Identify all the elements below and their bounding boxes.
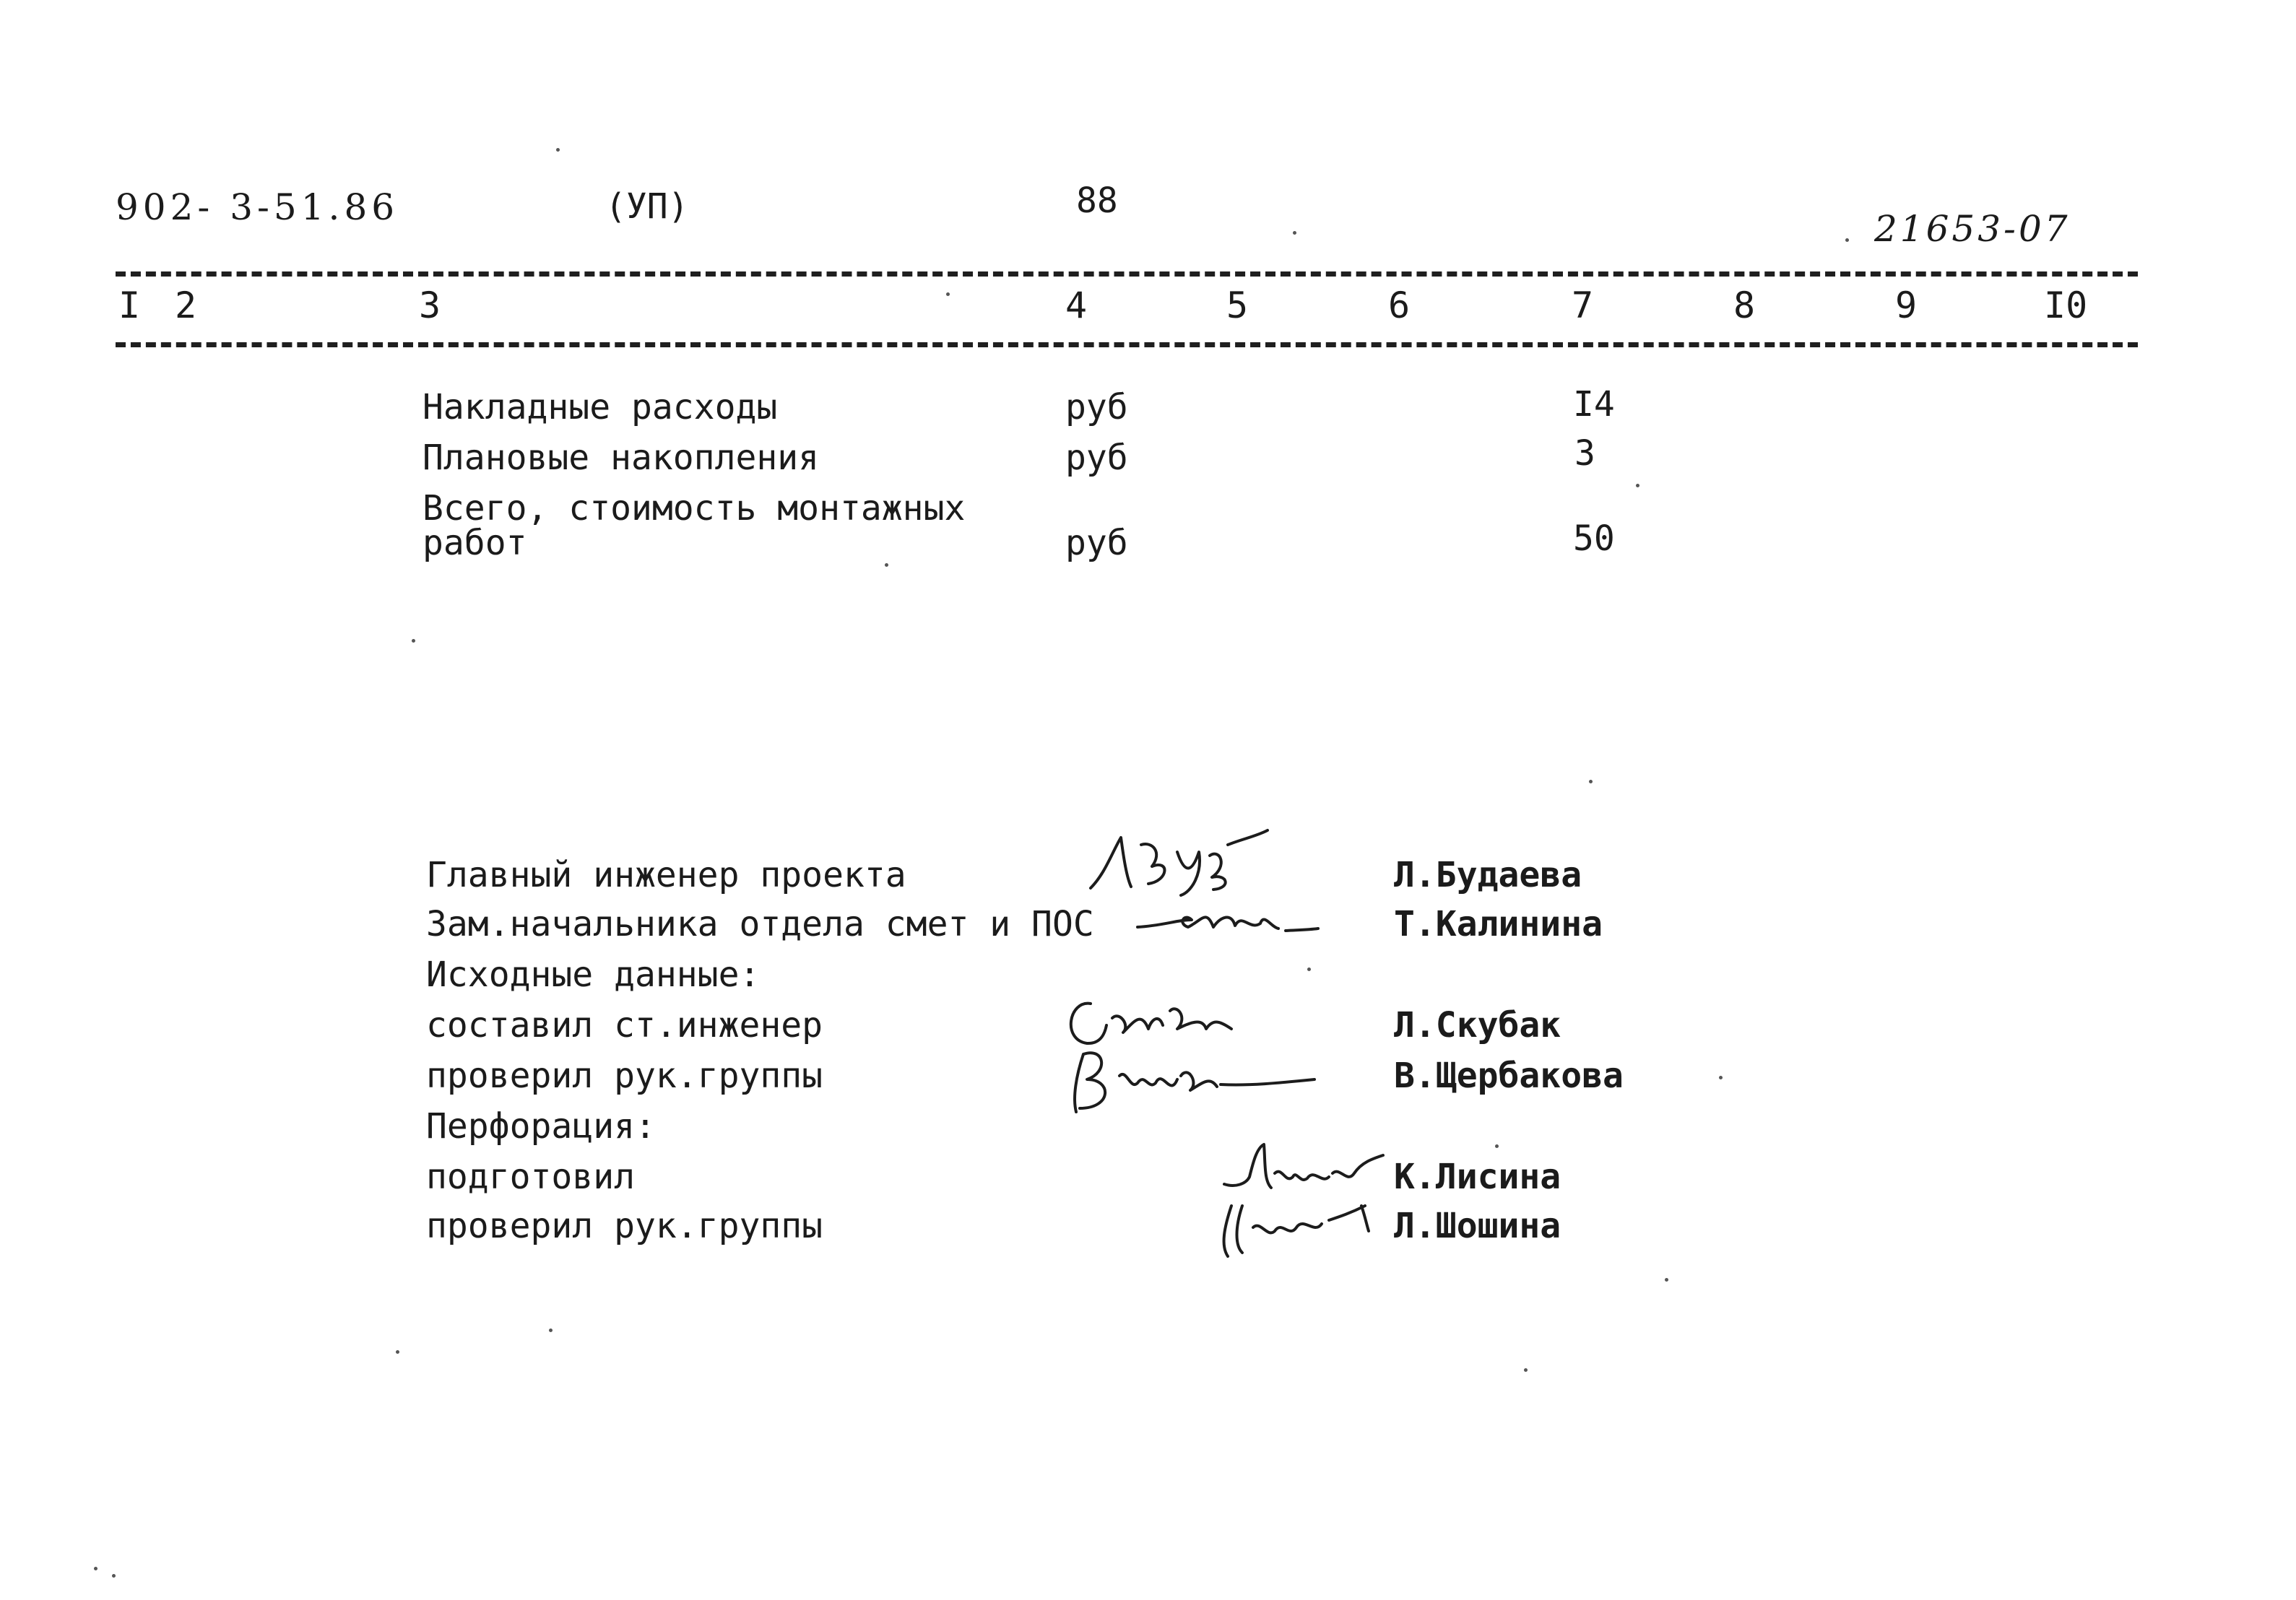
signatory-name: К.Лисина bbox=[1394, 1157, 1561, 1197]
column-number-5: 5 bbox=[1226, 284, 1249, 326]
row-unit: руб bbox=[1065, 387, 1128, 427]
row-value: 50 bbox=[1573, 518, 1615, 559]
scan-speck bbox=[112, 1574, 116, 1578]
signatory-name: Л.Будаева bbox=[1394, 855, 1582, 895]
row-value: I4 bbox=[1573, 384, 1615, 425]
section-label: Перфорация: bbox=[426, 1106, 656, 1147]
column-number-7: 7 bbox=[1572, 284, 1594, 326]
scan-speck bbox=[885, 563, 888, 567]
signature-shoshina bbox=[1213, 1184, 1379, 1264]
signatory-role: проверил рук.группы bbox=[426, 1056, 823, 1096]
scan-speck bbox=[556, 148, 560, 152]
column-number-1: I bbox=[118, 284, 141, 326]
scan-speck bbox=[1845, 238, 1849, 242]
scan-speck bbox=[1665, 1278, 1668, 1282]
scan-speck bbox=[1636, 484, 1639, 487]
document-type: (УП) bbox=[605, 186, 689, 227]
signature-shcherbakova bbox=[1062, 1040, 1322, 1119]
table-top-rule bbox=[116, 271, 2138, 277]
scan-speck bbox=[1589, 780, 1593, 783]
signatory-role: Главный инженер проекта bbox=[426, 855, 906, 895]
section-label: Исходные данные: bbox=[426, 955, 761, 995]
column-number-3: 3 bbox=[419, 284, 441, 326]
signatory-name: В.Щербакова bbox=[1394, 1056, 1624, 1096]
sheet-reference: 21653-07 bbox=[1874, 208, 2071, 250]
scan-speck bbox=[549, 1329, 553, 1332]
scan-speck bbox=[1307, 968, 1311, 971]
table-header-rule bbox=[116, 342, 2138, 347]
signatory-name: Л.Шошина bbox=[1394, 1206, 1561, 1246]
scan-speck bbox=[1293, 231, 1296, 235]
scan-speck bbox=[412, 639, 415, 643]
scan-speck bbox=[1719, 1076, 1723, 1079]
row-name: Плановые накопления bbox=[423, 438, 820, 478]
column-number-8: 8 bbox=[1733, 284, 1756, 326]
row-name-line-2: работ bbox=[423, 523, 527, 563]
signature-budaeva bbox=[1083, 823, 1271, 903]
row-value: 3 bbox=[1574, 433, 1595, 474]
document-code: 902- 3-51.86 bbox=[116, 186, 399, 228]
page-number: 88 bbox=[1076, 181, 1118, 221]
row-name: Накладные расходы bbox=[423, 387, 778, 427]
scan-speck bbox=[1495, 1144, 1499, 1148]
row-unit: руб bbox=[1065, 523, 1128, 563]
signatory-role: составил ст.инженер bbox=[426, 1005, 823, 1045]
scan-speck bbox=[1524, 1368, 1528, 1372]
scan-speck bbox=[396, 1350, 399, 1354]
signatory-name: Т.Калинина bbox=[1394, 904, 1603, 944]
column-number-2: 2 bbox=[175, 284, 197, 326]
signatory-role: проверил рук.группы bbox=[426, 1206, 823, 1246]
signature-kalinina bbox=[1134, 898, 1322, 942]
row-name-line-1: Всего, стоимость монтажных bbox=[423, 488, 966, 529]
scan-speck bbox=[946, 292, 950, 296]
column-number-10: I0 bbox=[2044, 284, 2088, 326]
signatory-role: Зам.начальника отдела смет и ПОС bbox=[426, 904, 1094, 944]
scan-speck bbox=[94, 1567, 98, 1570]
signatory-name: Л.Скубак bbox=[1394, 1005, 1561, 1045]
row-unit: руб bbox=[1065, 438, 1128, 478]
column-number-9: 9 bbox=[1895, 284, 1918, 326]
signatory-role: подготовил bbox=[426, 1157, 635, 1197]
column-number-4: 4 bbox=[1065, 284, 1088, 326]
column-number-6: 6 bbox=[1388, 284, 1411, 326]
